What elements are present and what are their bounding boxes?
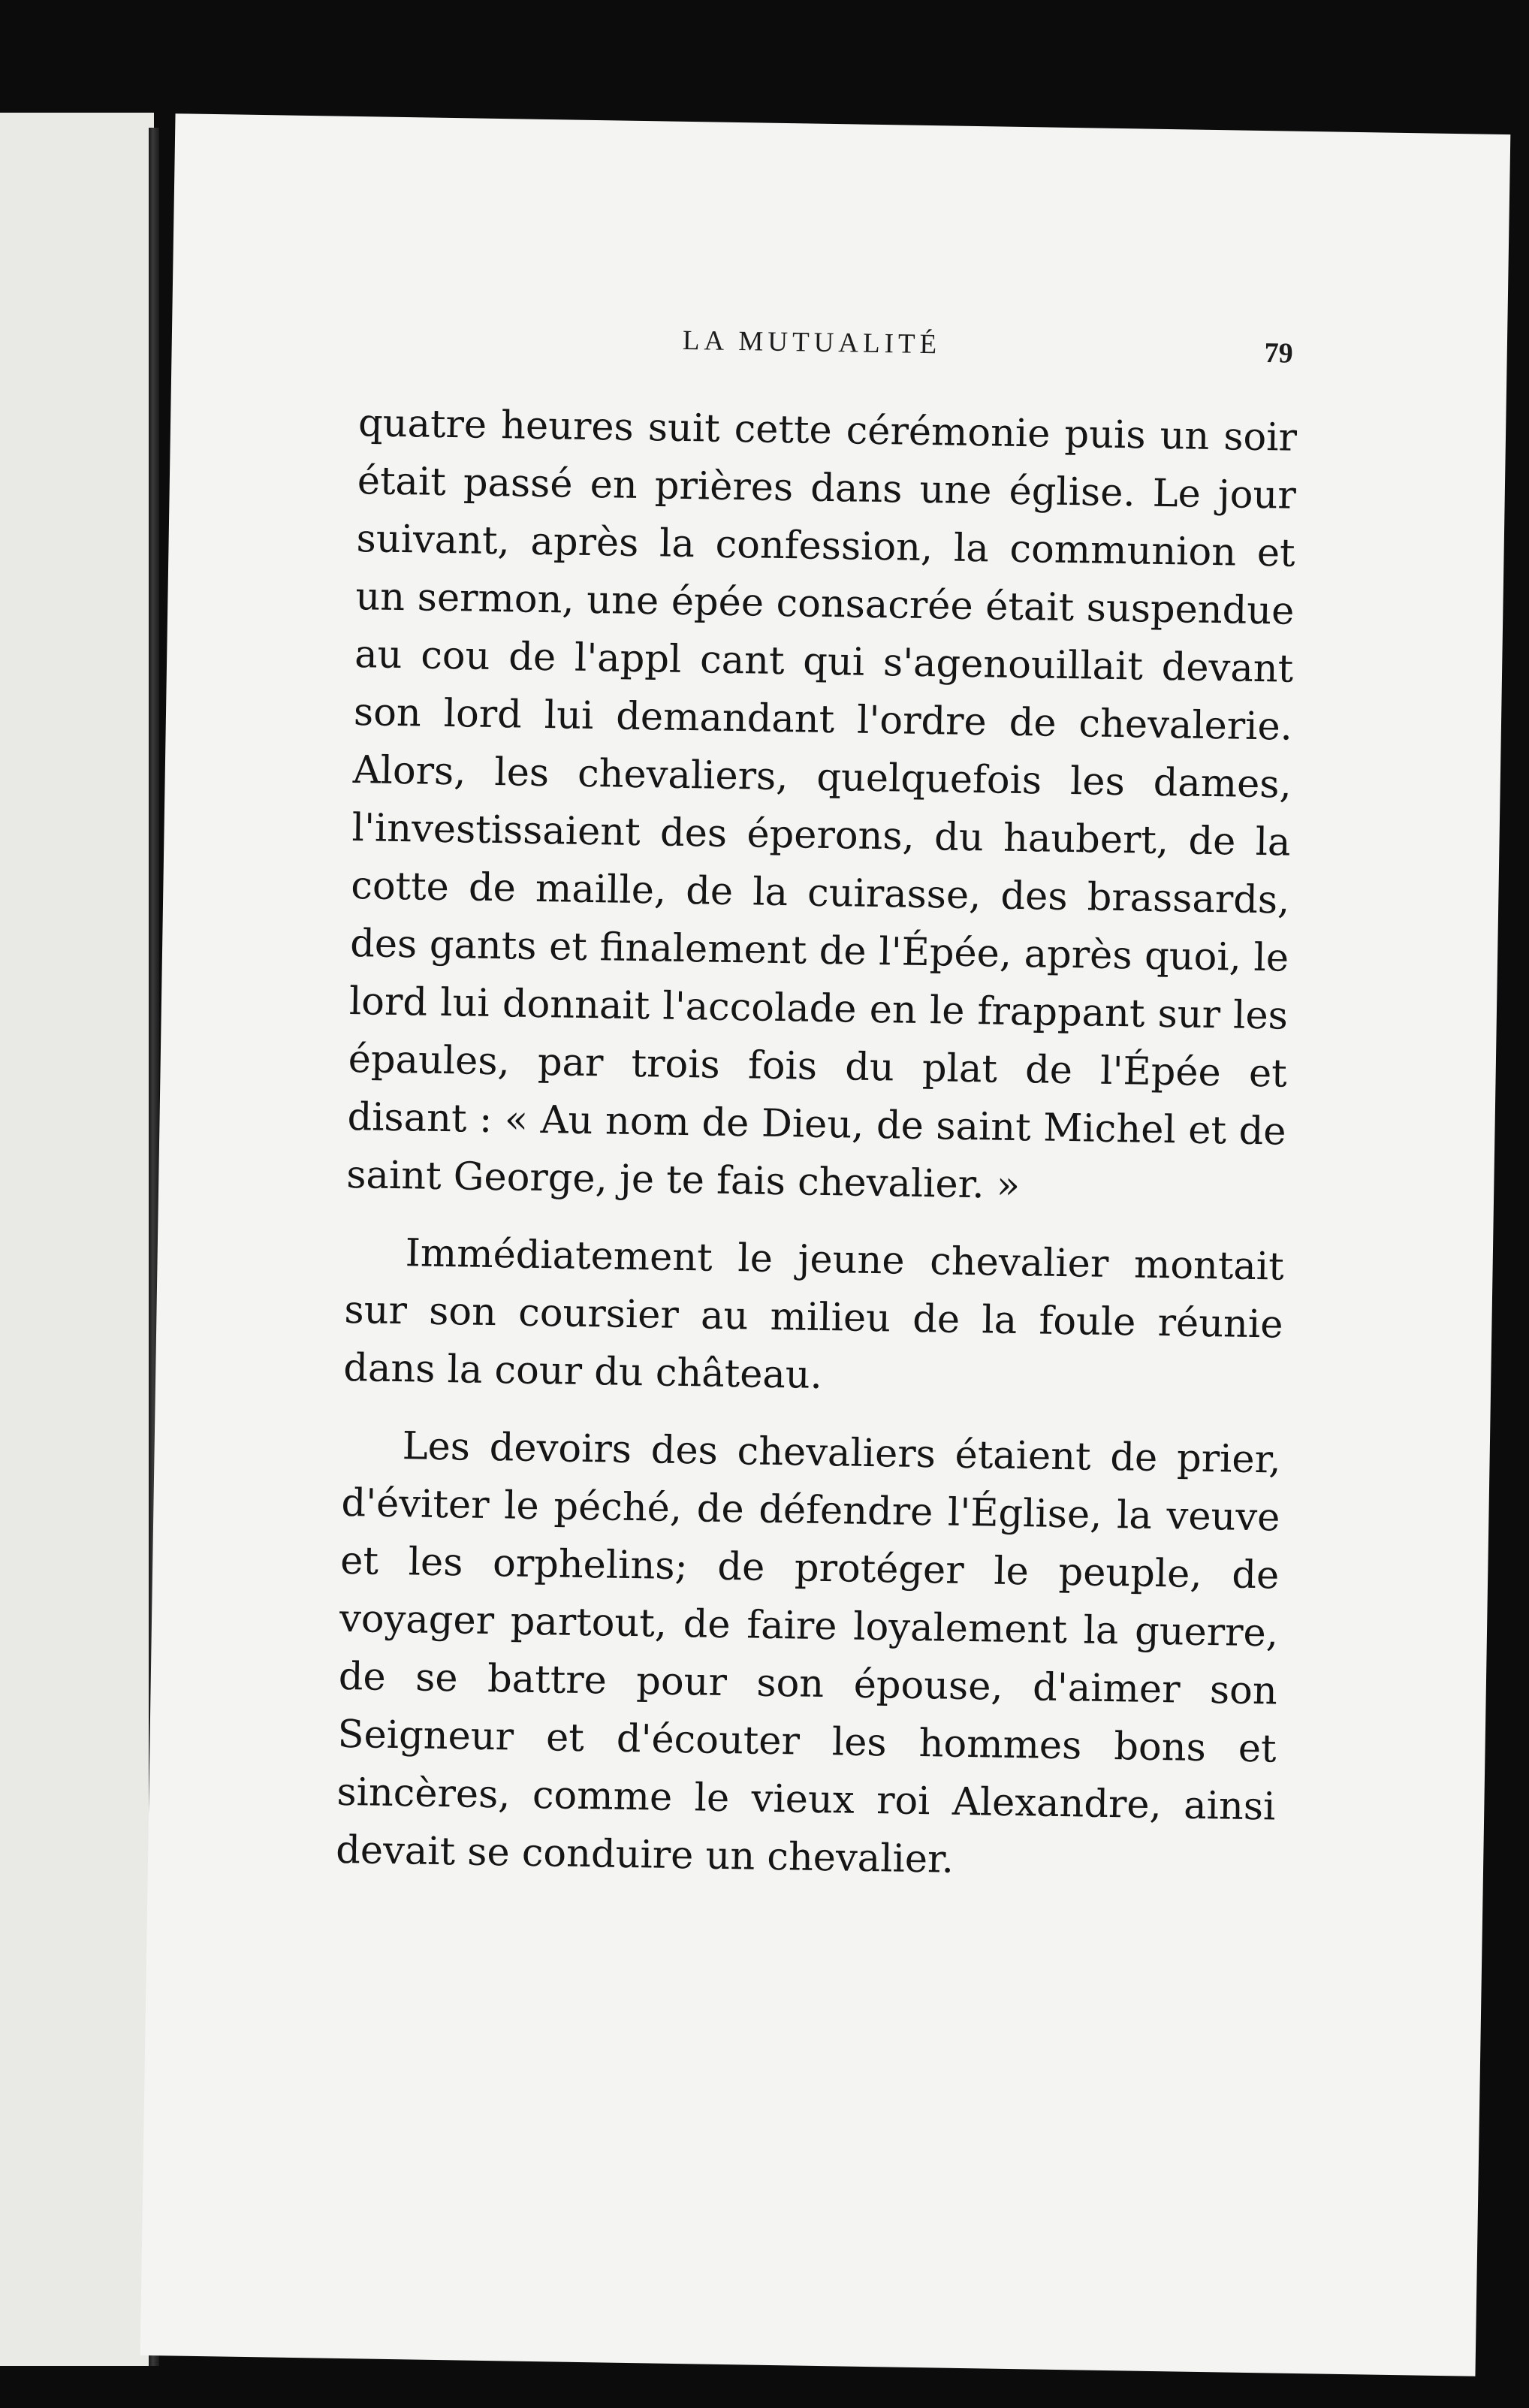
paragraph-duties: Les devoirs des chevaliers étaient de prier, d'éviter le péché, de défendre l'Église, la veuve et les orphelins; de protéger le peuple, de voyager partout, de faire loyalement la guerre, de se battre pour son épouse, d'aimer son Seigneur et d'écouter les hommes bons et sincères, comme le vieux roi Alexandre, ainsi devait se conduire un chevalier. xyxy=(335,1424,1282,1882)
paragraph-ceremony: quatre heures suit cette cérémonie puis un soir était passé en prières dans une église. Le jour suivant, après la confession, la communion et un sermon, une épée consacrée était suspendue au cou de l'appl cant qui s'agenouillait devant son lord lui demandant l'ordre de chevalerie. Alors, les chevaliers, quelquefois les dames, l'investissaient des éperons, du haubert, de la cotte de maille, de la cuirasse, des brassards, des gants et finalement de l'Épée, après quoi, le lord lui donnait l'accolade en le frappant sur les épaules, par trois fois du plat de l'Épée et disant : « Au nom de Dieu, de saint Michel et de saint George, je te fais chevalier. » xyxy=(345,401,1298,1209)
page-number: 79 xyxy=(1264,337,1294,370)
running-title: LA MUTUALITÉ xyxy=(682,324,942,361)
book-page xyxy=(140,113,1511,2376)
paragraph-departure: Immédiatement le jeune chevalier montait sur son coursier au milieu de la foule réunie dans la cour du château. xyxy=(342,1231,1285,1398)
facing-page-edge xyxy=(0,113,154,2366)
body-text xyxy=(335,394,1297,1913)
page-header xyxy=(171,316,1507,382)
